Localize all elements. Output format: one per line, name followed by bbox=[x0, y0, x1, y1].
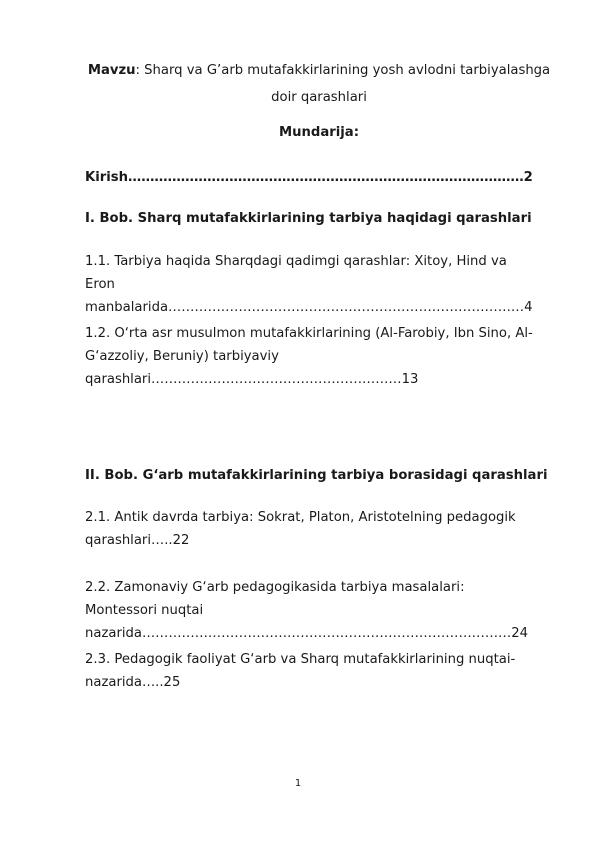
toc-entry-chapter-1: I. Bob. Sharq mutafakkirlarining tarbiya haqidagi qarashlari bbox=[85, 211, 532, 226]
toc-entry-intro: Kirish………………………………………………………………………………2 bbox=[85, 170, 533, 185]
page-number: 1 bbox=[294, 778, 302, 789]
toc-entry-2-2: 2.2. Zamonaviy G‘arb pedagogikasida tarbiya masalalari: Montessori nuqtai nazarida…………………………………………………………………………24 bbox=[85, 580, 529, 641]
title-label: Mavzu bbox=[87, 63, 136, 78]
toc-entry-chapter-2: II. Bob. G‘arb mutafakkirlarining tarbiya borasidagi qarashlari bbox=[85, 468, 548, 483]
toc-entry-2-1: 2.1. Antik davrda tarbiya: Sokrat, Platon, Aristotelning pedagogik qarashlari…..22 bbox=[85, 510, 516, 548]
document-title bbox=[82, 57, 556, 111]
toc-entry-1-1: 1.1. Tarbiya haqida Sharqdagi qadimgi qarashlar: Xitoy, Hind va Eron manbalarida………………………………………………………………………4 bbox=[85, 254, 533, 315]
title-text: : Sharq va G’arb mutafakkirlarining yosh avlodni tarbiyalashga doir qarashlari bbox=[135, 63, 551, 105]
toc-entry-1-2: 1.2. O‘rta asr musulmon mutafakkirlarining (Al-Farobiy, Ibn Sino, Al-G‘azzoliy, Beruniy) tarbiyaviy qarashlari…………………………………………………13 bbox=[85, 326, 533, 387]
contents-heading: Mundarija: bbox=[279, 125, 359, 140]
toc-entry-2-3: 2.3. Pedagogik faoliyat G‘arb va Sharq mutafakkirlarining nuqtai-nazarida…..25 bbox=[85, 652, 516, 690]
